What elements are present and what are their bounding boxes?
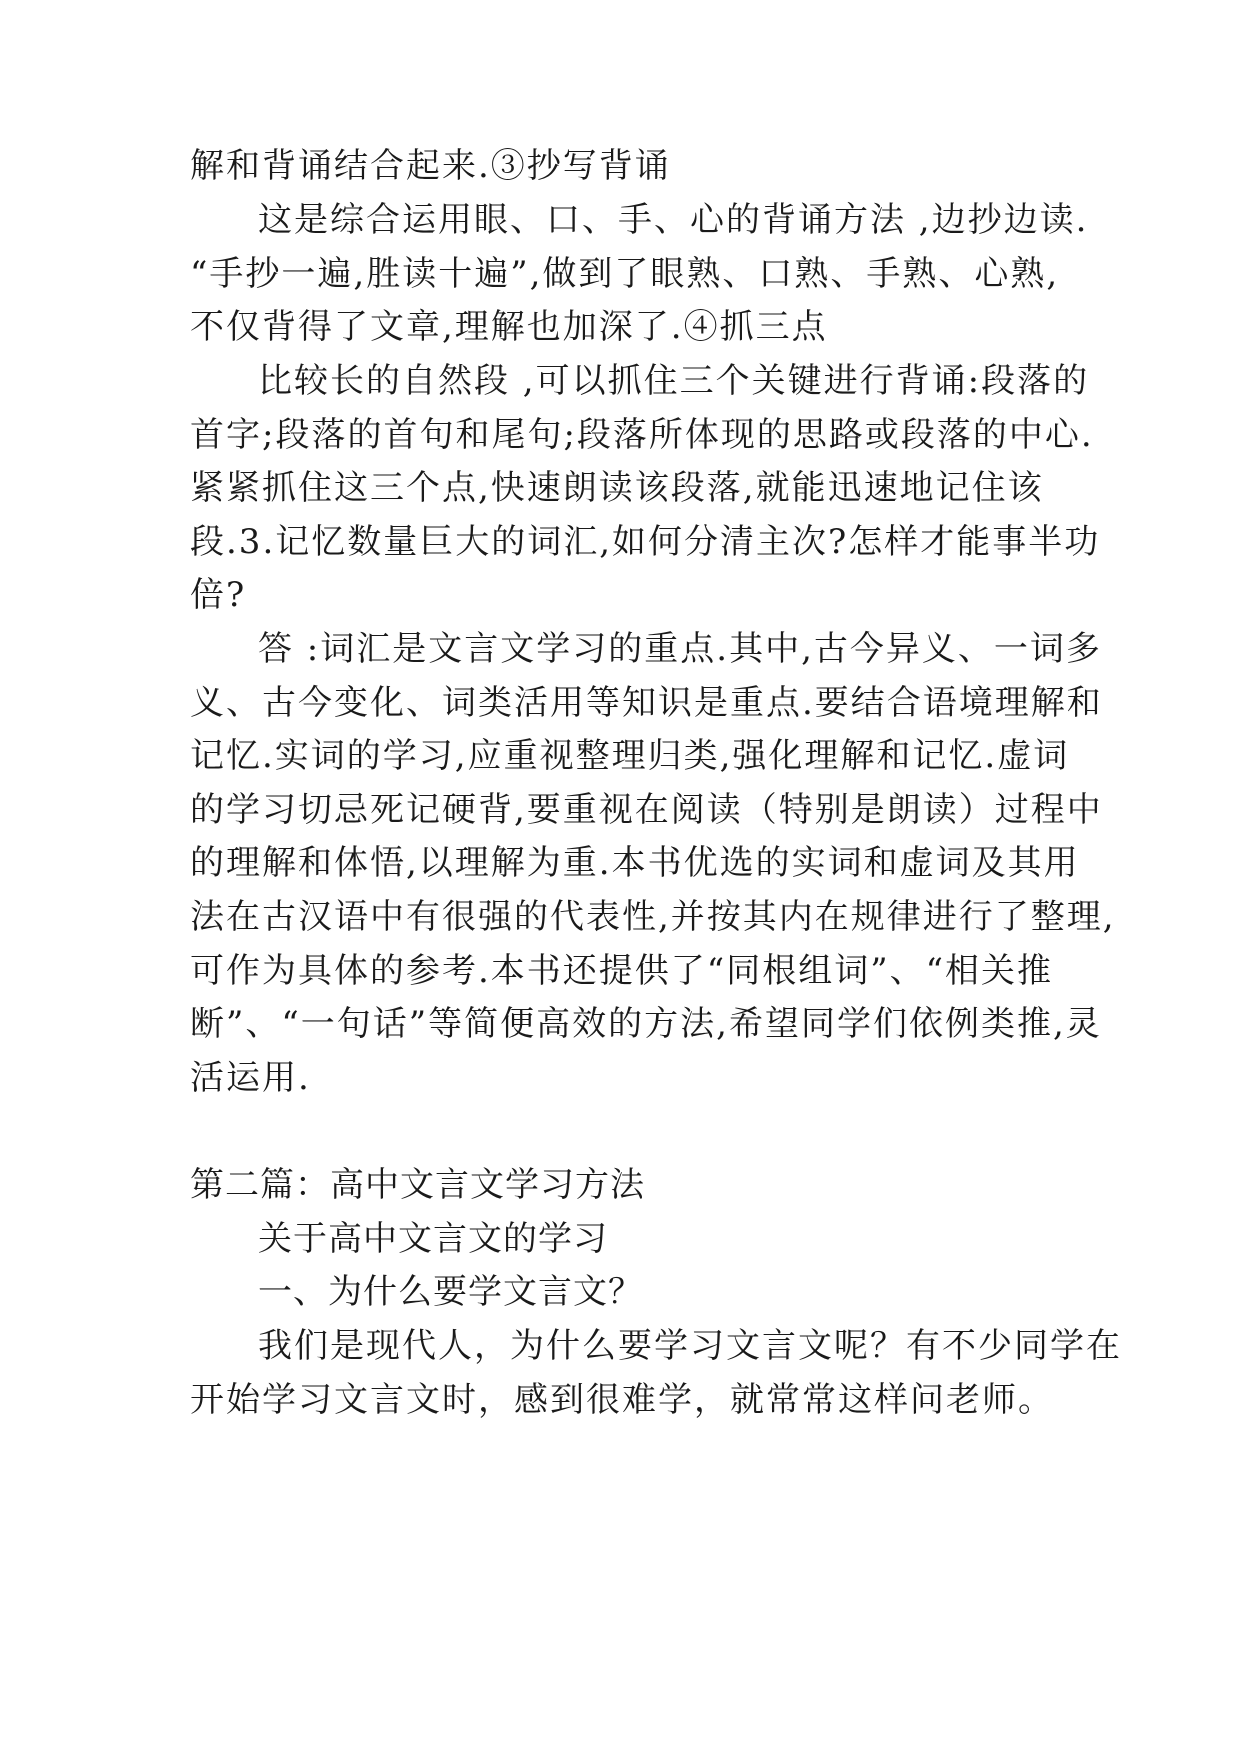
text-line: 义、古今变化、词类活用等知识是重点.要结合语境理解和 (190, 683, 1103, 723)
text-line: 断”、“一句话”等简便高效的方法,希望同学们依例类推,灵 (190, 1004, 1102, 1044)
question-heading: 一、为什么要学文言文？ (258, 1272, 643, 1312)
text-line: 紧紧抓住这三个点,快速朗读该段落,就能迅速地记住该 (190, 468, 1044, 508)
text-line: “手抄一遍,胜读十遍”,做到了眼熟、口熟、手熟、心熟, (190, 254, 1060, 294)
text-line: 法在古汉语中有很强的代表性,并按其内在规律进行了整理, (190, 897, 1116, 937)
sub-title: 关于高中文言文的学习 (258, 1219, 608, 1259)
text-line: 的理解和体悟,以理解为重.本书优选的实词和虚词及其用 (190, 843, 1080, 883)
text-line: 可作为具体的参考.本书还提供了“同根组词”、“相关推 (190, 951, 1053, 991)
text-line: 这是综合运用眼、口、手、心的背诵方法 ,边抄边读. (258, 200, 1089, 240)
section-heading: 第二篇：高中文言文学习方法 (190, 1165, 645, 1205)
text-line: 倍? (190, 575, 247, 615)
text-line: 开始学习文言文时，感到很难学，就常常这样问老师。 (190, 1380, 1054, 1420)
text-line: 不仅背得了文章,理解也加深了.④抓三点 (190, 307, 828, 347)
text-line: 首字;段落的首句和尾句;段落所体现的思路或段落的中心. (190, 415, 1094, 455)
text-line: 段.3.记忆数量巨大的词汇,如何分清主次?怎样才能事半功 (190, 522, 1101, 562)
text-line: 我们是现代人，为什么要学习文言文呢？有不少同学在 (258, 1326, 1122, 1366)
text-line: 活运用. (190, 1058, 311, 1098)
text-line: 解和背诵结合起来.③抄写背诵 (190, 146, 671, 186)
text-line: 记忆.实词的学习,应重视整理归类,强化理解和记忆.虚词 (190, 736, 1070, 776)
text-line: 比较长的自然段 ,可以抓住三个关键进行背诵:段落的 (258, 361, 1090, 401)
text-line: 的学习切忌死记硬背,要重视在阅读（特别是朗读）过程中 (190, 790, 1103, 830)
text-line: 答 :词汇是文言文学习的重点.其中,古今异义、一词多 (258, 629, 1102, 669)
